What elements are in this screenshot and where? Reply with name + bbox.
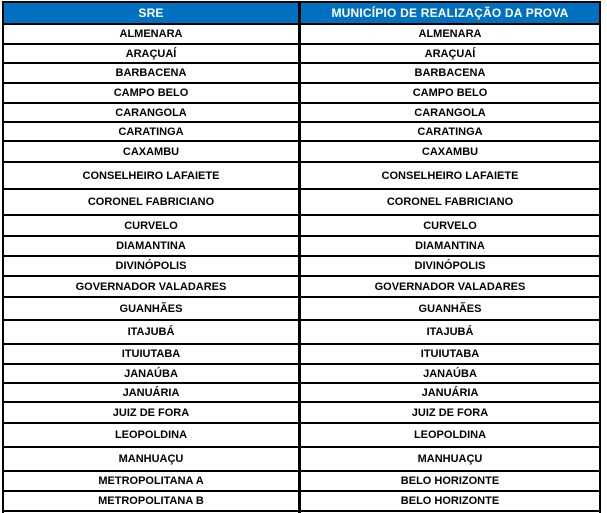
municipio-cell: JANUÁRIA	[300, 383, 601, 402]
table-row	[3, 447, 600, 471]
table-row	[3, 63, 600, 83]
table-row	[3, 162, 600, 189]
municipio-cell: CURVELO	[300, 215, 601, 236]
sre-cell: ITUIUTABA	[3, 344, 300, 364]
sre-cell: JANUÁRIA	[3, 383, 300, 402]
table-row	[3, 24, 600, 44]
municipio-cell: DIVINÓPOLIS	[300, 256, 601, 276]
table-row	[3, 491, 600, 511]
sre-cell: ARAÇUAÍ	[3, 44, 300, 63]
sre-cell: DIVINÓPOLIS	[3, 256, 300, 276]
sre-cell: METROPOLITANA A	[3, 471, 300, 491]
sre-cell: ITAJUBÁ	[3, 320, 300, 344]
sre-cell: JUIZ DE FORA	[3, 402, 300, 423]
sre-cell: JANAÚBA	[3, 364, 300, 383]
sre-cell: CORONEL FABRICIANO	[3, 189, 300, 215]
sre-cell: CARANGOLA	[3, 103, 300, 122]
sre-cell: MANHUAÇU	[3, 447, 300, 471]
table-row	[3, 344, 600, 364]
sre-cell: DIAMANTINA	[3, 236, 300, 256]
municipio-cell: CORONEL FABRICIANO	[300, 189, 601, 215]
municipio-cell: CAMPO BELO	[300, 83, 601, 103]
municipio-cell: ALMENARA	[300, 24, 601, 44]
municipio-cell: BELO HORIZONTE	[300, 471, 601, 491]
table-body	[3, 24, 600, 513]
table-row	[3, 471, 600, 491]
table-row	[3, 189, 600, 215]
municipio-cell: GUANHÃES	[300, 297, 601, 320]
municipio-cell: BELO HORIZONTE	[300, 491, 601, 511]
table-row	[3, 83, 600, 103]
municipio-cell: LEOPOLDINA	[300, 423, 601, 447]
municipio-cell: CARATINGA	[300, 122, 601, 141]
table-row	[3, 276, 600, 297]
municipio-cell: MANHUAÇU	[300, 447, 601, 471]
sre-cell: CAMPO BELO	[3, 83, 300, 103]
sre-cell: CONSELHEIRO LAFAIETE	[3, 162, 300, 189]
municipio-cell: ITUIUTABA	[300, 344, 601, 364]
sre-municipio-table	[2, 1, 601, 513]
municipio-cell: CARANGOLA	[300, 103, 601, 122]
table-row	[3, 402, 600, 423]
sre-cell: BARBACENA	[3, 63, 300, 83]
table-header	[3, 2, 600, 24]
header-row	[3, 2, 600, 24]
sre-cell: CURVELO	[3, 215, 300, 236]
table-row	[3, 141, 600, 162]
municipio-cell: ITAJUBÁ	[300, 320, 601, 344]
sre-cell: CAXAMBU	[3, 141, 300, 162]
sre-cell: GUANHÃES	[3, 297, 300, 320]
table-row	[3, 364, 600, 383]
municipio-cell: CAXAMBU	[300, 141, 601, 162]
sre-cell: LEOPOLDINA	[3, 423, 300, 447]
table-row	[3, 122, 600, 141]
municipio-cell: GOVERNADOR VALADARES	[300, 276, 601, 297]
sre-cell: CARATINGA	[3, 122, 300, 141]
municipio-cell: JANAÚBA	[300, 364, 601, 383]
table-row	[3, 320, 600, 344]
table-row	[3, 44, 600, 63]
sre-cell: ALMENARA	[3, 24, 300, 44]
table-row	[3, 236, 600, 256]
municipio-cell: BARBACENA	[300, 63, 601, 83]
sre-cell: METROPOLITANA B	[3, 491, 300, 511]
table-row	[3, 103, 600, 122]
column-header-sre: SRE	[3, 2, 300, 24]
municipio-cell: CONSELHEIRO LAFAIETE	[300, 162, 601, 189]
column-header-municipio: MUNICÍPIO DE REALIZAÇÃO DA PROVA	[300, 2, 601, 24]
table-row	[3, 383, 600, 402]
table-row	[3, 215, 600, 236]
table-row	[3, 256, 600, 276]
table-row	[3, 423, 600, 447]
sre-cell: GOVERNADOR VALADARES	[3, 276, 300, 297]
table-row	[3, 297, 600, 320]
municipio-cell: JUIZ DE FORA	[300, 402, 601, 423]
municipio-cell: DIAMANTINA	[300, 236, 601, 256]
municipio-cell: ARAÇUAÍ	[300, 44, 601, 63]
